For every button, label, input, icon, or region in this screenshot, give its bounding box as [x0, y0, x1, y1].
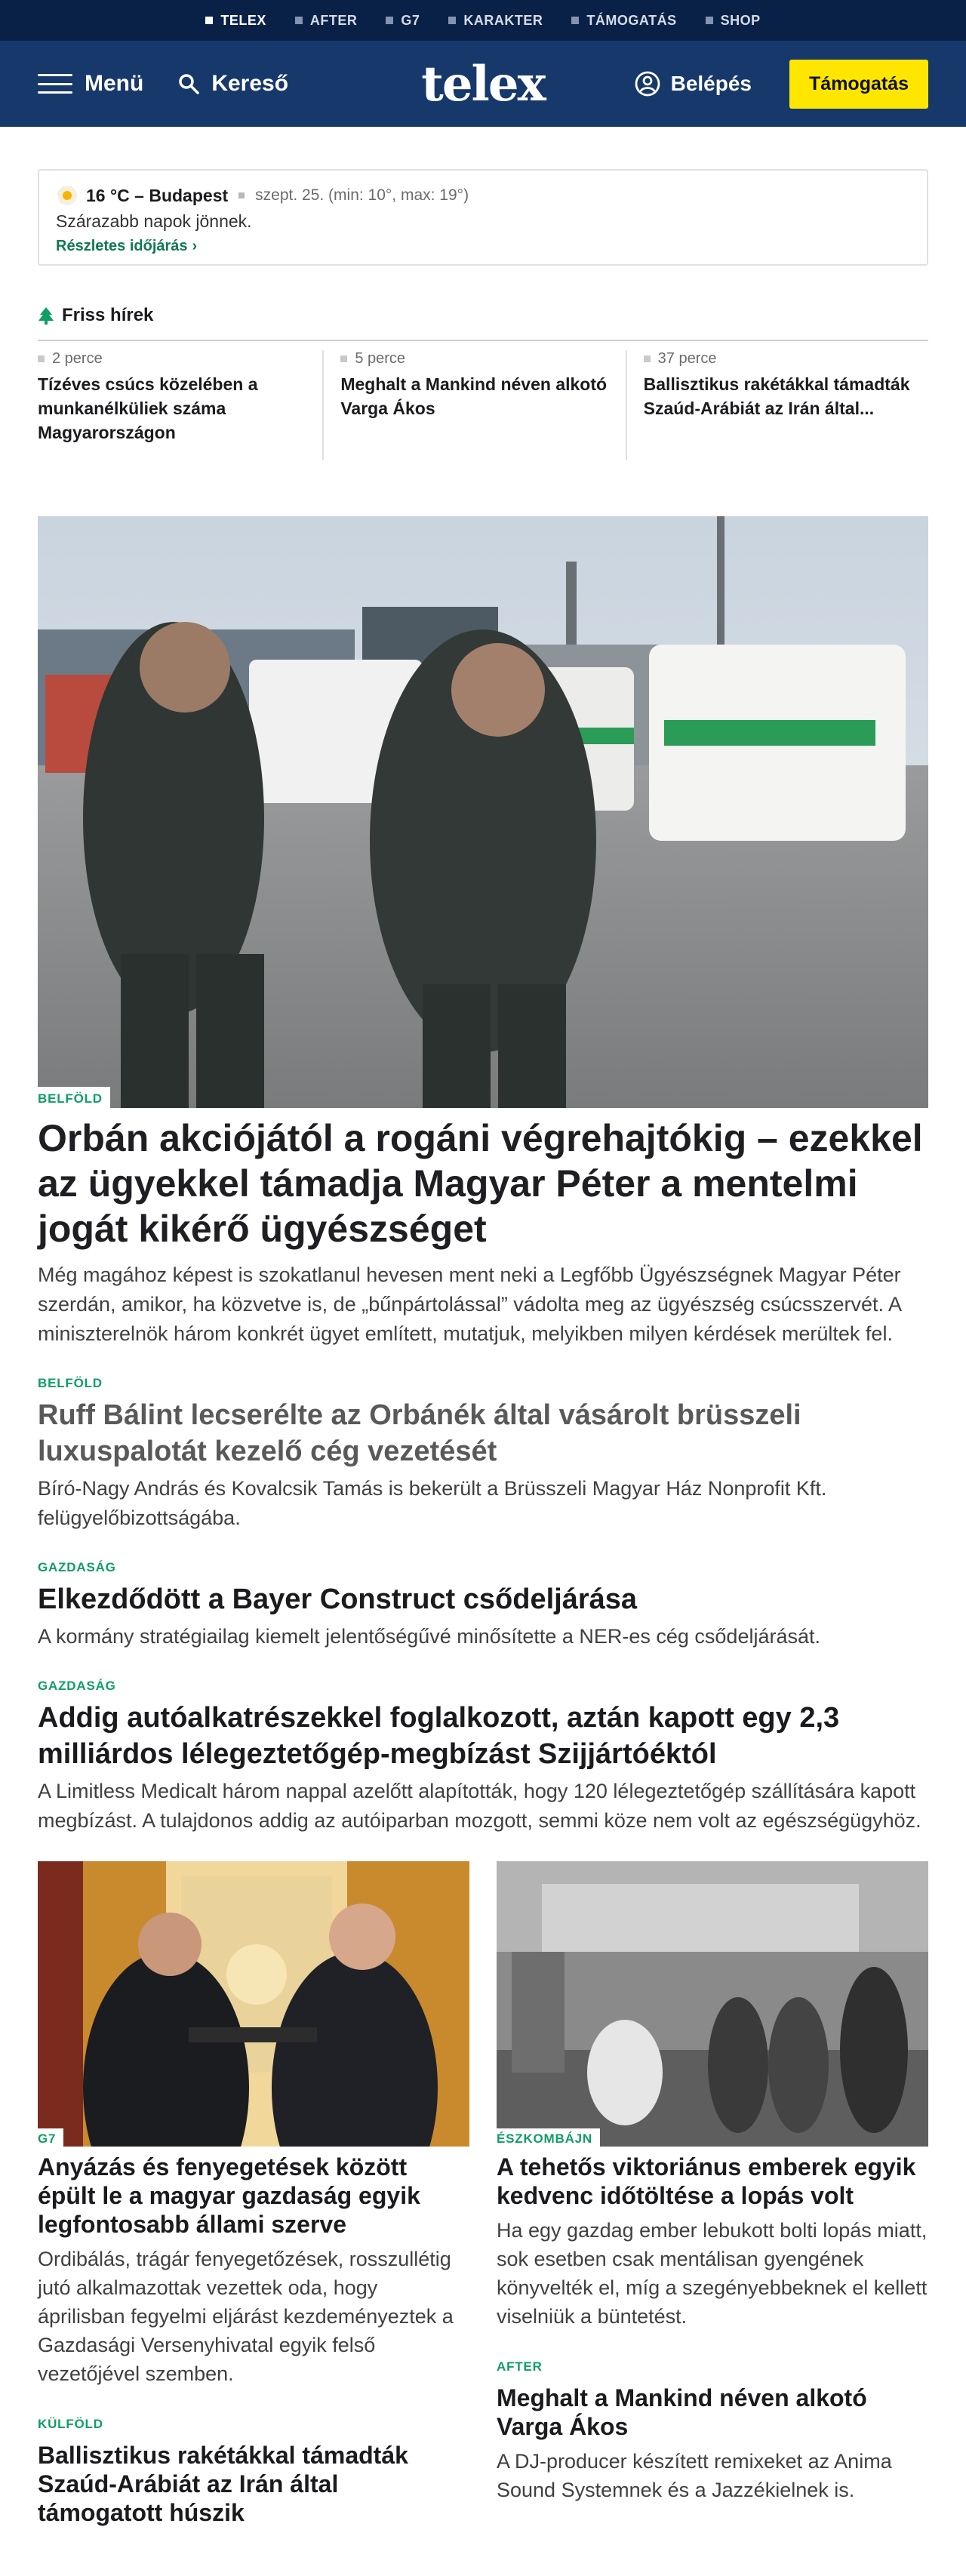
square-icon — [295, 17, 303, 24]
card-lead: Ordibálás, trágár fenyegetőzések, rosszullétig jutó alkalmazottak vezettek oda, hogy áprilisban fegyelmi eljárást kezdeményeztek a Gazdasági Versenyhivatal egyik felső vezetőjével szemben. — [38, 2248, 454, 2385]
weather-date: szept. 25. (min: 10°, max: 19°) — [255, 186, 469, 204]
site-logo[interactable]: telex — [421, 55, 545, 112]
square-icon — [571, 17, 579, 24]
card-lead: Ha egy gazdag ember lebukott bolti lopás miatt, sok esetben csak mentálisan gyengének könyvelték el, míg a szegényebbeknek el kellett viselniük a büntetést. — [497, 2219, 928, 2328]
hamburger-icon — [38, 74, 72, 94]
search-button[interactable]: Kereső — [178, 71, 288, 97]
square-icon — [38, 355, 45, 362]
top-strip-nav — [0, 0, 966, 41]
search-icon — [178, 73, 199, 94]
fresh-news-item[interactable]: 2 perce Tízéves csúcs közelében a munkanélküliek száma Magyarországon — [38, 350, 324, 460]
story-tag[interactable]: BELFÖLD — [38, 1373, 103, 1394]
square-icon — [448, 17, 456, 24]
card-image[interactable] — [38, 1861, 469, 2147]
square-icon — [706, 17, 713, 24]
weather-link[interactable]: Részletes időjárás › — [56, 238, 198, 254]
card-tag[interactable]: G7 — [38, 2128, 63, 2147]
story-title[interactable]: Ruff Bálint lecserélte az Orbánék által vásárolt brüsszeli luxuspalotát kezelő cég vezetését — [38, 1399, 801, 1467]
weather-temp: 16 °C – Budapest — [86, 185, 229, 205]
story-lead: Bíró-Nagy András és Kovalcsik Tamás is bekerült a Brüsszeli Magyar Ház Nonprofit Kft. felügyelőbizottságába. — [38, 1477, 827, 1529]
chevron-right-icon: › — [192, 238, 198, 254]
topnav-telex[interactable]: TELEX — [205, 13, 266, 29]
fresh-news-item[interactable]: 5 perce Meghalt a Mankind néven alkotó Varga Ákos — [340, 350, 626, 460]
card-tag[interactable]: ÉSZKOMBÁJN — [497, 2128, 600, 2147]
fresh-news-item[interactable]: 37 perce Ballisztikus rakétákkal támadták Szaúd-Arábiát az Irán által... — [643, 350, 910, 418]
square-icon — [340, 355, 347, 362]
support-button[interactable]: Támogatás — [789, 60, 928, 109]
story-tag[interactable]: KÜLFÖLD — [38, 2414, 103, 2435]
card-image[interactable] — [497, 1861, 928, 2147]
sun-icon — [56, 184, 78, 207]
story-item — [38, 2414, 469, 2527]
story-tag[interactable]: GAZDASÁG — [38, 1676, 116, 1697]
story-item — [38, 1557, 928, 1651]
site-header — [0, 41, 966, 127]
hero-image[interactable] — [38, 516, 928, 1108]
weather-widget — [38, 169, 928, 266]
story-item — [38, 1373, 928, 1533]
fresh-news-list — [38, 340, 928, 460]
topnav-g7[interactable]: G7 — [386, 13, 420, 29]
topnav-karakter[interactable]: KARAKTER — [448, 13, 543, 29]
left-column — [38, 1861, 469, 2527]
separator-dot — [238, 192, 245, 199]
weather-desc: Szárazabb napok jönnek. — [56, 211, 252, 231]
right-column — [497, 1861, 928, 2527]
square-icon — [644, 355, 651, 362]
story-tag[interactable]: GAZDASÁG — [38, 1557, 116, 1578]
hero-title[interactable]: Orbán akciójától a rogáni végrehajtókig – ezekkel az ügyekkel támadja Magyar Péter a mentelmi jogát kikérő ügyészséget — [38, 1117, 923, 1250]
topnav-shop[interactable]: SHOP — [706, 13, 761, 29]
story-lead: A Limitless Medicalt három nappal azelőtt alapították, hogy 120 lélegeztetőgép szállítására kapott megbízást. A tulajdonos addig az autóiparban mozgott, semmi köze nem volt az egészségügyhöz. — [38, 1780, 921, 1832]
card-grid — [38, 1861, 928, 2527]
story-tag[interactable]: AFTER — [497, 2356, 543, 2377]
story-title[interactable]: Meghalt a Mankind néven alkotó Varga Ákos — [497, 2384, 867, 2440]
story-lead: A kormány stratégiailag kiemelt jelentőségűvé minősítette a NER-es cég csődeljárását. — [38, 1625, 821, 1648]
square-icon — [386, 17, 393, 24]
square-icon — [205, 17, 213, 24]
hero-tag[interactable]: BELFÖLD — [38, 1087, 110, 1108]
story-title[interactable]: Addig autóalkatrészekkel foglalkozott, aztán kapott egy 2,3 milliárdos lélegeztetőgép-megbízást Szijjártóéktól — [38, 1702, 840, 1770]
card-photo — [38, 1861, 469, 2147]
menu-button[interactable]: Menü — [38, 71, 143, 97]
card-title[interactable]: Anyázás és fenyegetések között épült le a magyar gazdaság egyik legfontosabb állami szerve — [38, 2153, 420, 2238]
story-title[interactable]: Elkezdődött a Bayer Construct csődeljárása — [38, 1583, 638, 1615]
topnav-after[interactable]: AFTER — [295, 13, 358, 29]
story-item — [38, 1676, 928, 1836]
story-item — [497, 2356, 928, 2504]
story-lead: A DJ-producer készített remixeket az Anima Sound Systemnek és a Jazzékielnek is. — [497, 2450, 892, 2501]
card-photo — [497, 1861, 928, 2147]
hero-photo — [38, 516, 928, 1108]
login-button[interactable]: Belépés — [635, 71, 752, 97]
topnav-tamogatas[interactable]: TÁMOGATÁS — [571, 13, 676, 29]
card-title[interactable]: A tehetős viktoriánus emberek egyik kedvenc időtöltése a lopás volt — [497, 2153, 916, 2209]
story-title[interactable]: Ballisztikus rakétákkal támadták Szaúd-Arábiát az Irán által támogatott húszik — [38, 2442, 408, 2526]
tree-icon — [38, 306, 54, 325]
hero-lead: Még magához képest is szokatlanul hevesen ment neki a Legfőbb Ügyészségnek Magyar Péter szerdán, amikor, ha közvetve is, de „bűnpártolással” vádolta meg az ügyészség csúcsszervét. A miniszterelnök három konkrét ügyet említett, mutatjuk, melyikben milyen kérdések merültek fel. — [38, 1263, 901, 1345]
fresh-news-heading: Friss hírek — [38, 305, 928, 326]
user-icon — [635, 71, 660, 97]
